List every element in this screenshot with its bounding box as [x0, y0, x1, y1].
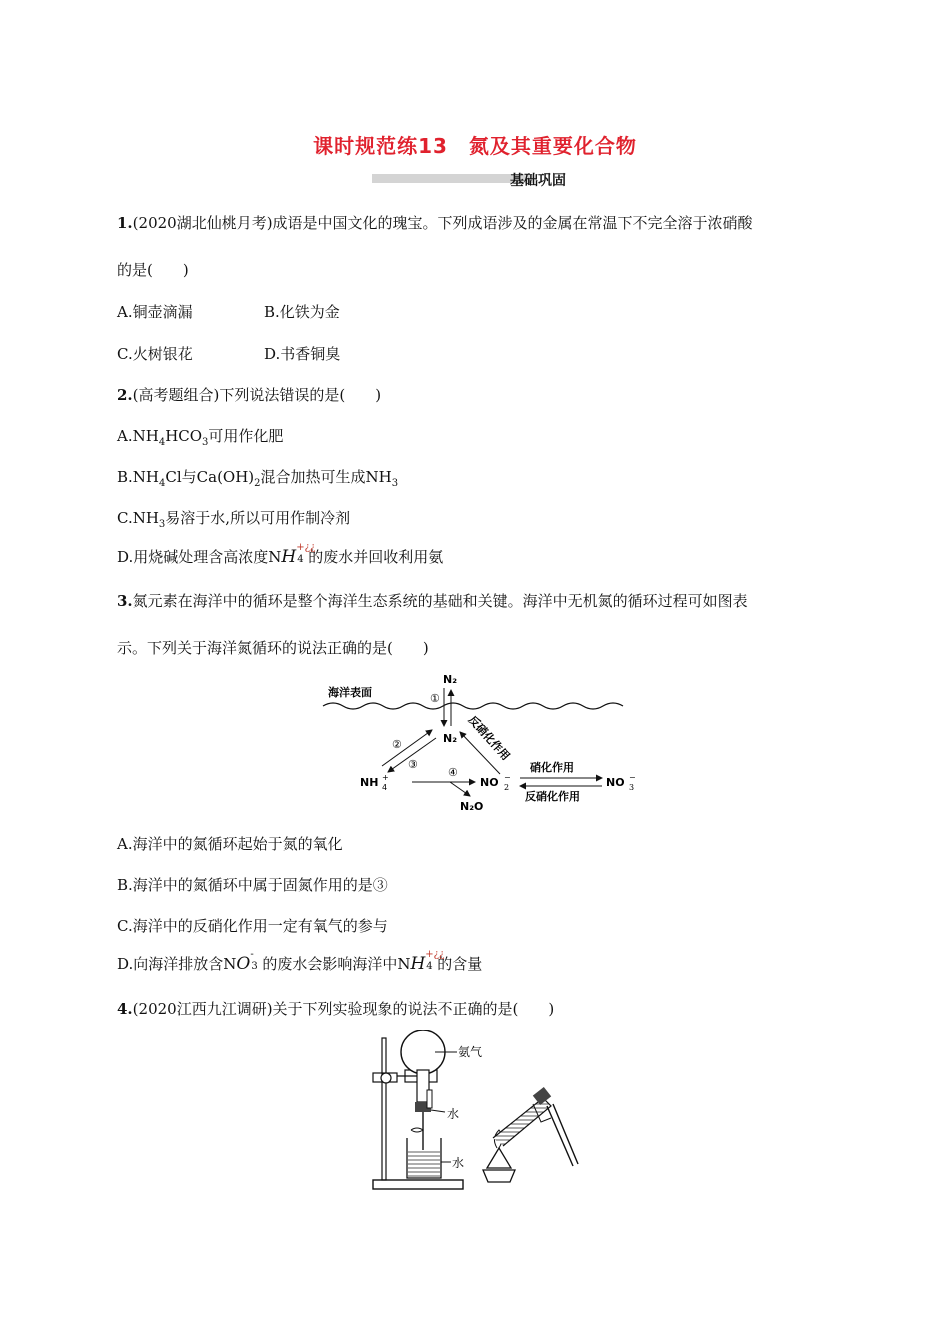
- q3-option-a: A.海洋中的氮循环起始于氮的氧化: [117, 835, 343, 853]
- arrow-to-n2o: [450, 782, 470, 796]
- q4-number: 4.: [117, 1000, 133, 1018]
- circle-1: ①: [430, 692, 440, 705]
- denit-diag-label: 反硝化作用: [465, 713, 513, 763]
- ammonia-label: 氨气: [458, 1045, 483, 1059]
- nh4-subscript: 4: [382, 783, 388, 792]
- water1-leader: [431, 1110, 445, 1112]
- no2-subscript: 2: [504, 783, 510, 792]
- q1-option-d: D.书香铜臭: [264, 345, 341, 363]
- nitrate-ion: O - 3: [236, 949, 258, 974]
- stand-rod: [382, 1038, 386, 1180]
- no3-subscript: 3: [629, 783, 635, 792]
- apparatus-diagram: [365, 1030, 585, 1195]
- q3-option-d: D.向海洋排放含NO - 3 的废水会影响海洋中NH +¿¿ 4 的含量: [117, 949, 483, 974]
- q1-stem-line2: 的是( ): [117, 261, 189, 279]
- q2-option-b: $B.NH_4Cl$与$Ca(OH)_2$混合加热可生成$NH_3$: [117, 468, 399, 489]
- nh4-label: NH: [360, 776, 379, 789]
- delivery-tube-edge: [553, 1104, 578, 1164]
- q3-option-c: C.海洋中的反硝化作用一定有氧气的参与: [117, 917, 388, 935]
- q3-option-b: B.海洋中的氮循环中属于固氮作用的是③: [117, 876, 388, 894]
- q4-stem: 4.(2020江西九江调研)关于下列实验现象的说法不正确的是( ): [117, 1000, 555, 1018]
- q1-option-b: B.化铁为金: [264, 303, 340, 321]
- q2-option-c: $C.NH_3$易溶于水,所以可用作制冷剂: [117, 509, 351, 530]
- lamp-base: [483, 1170, 515, 1182]
- tube-clip: [411, 1128, 423, 1132]
- section-label: 基础巩固: [510, 173, 566, 189]
- beaker-water: [408, 1150, 440, 1177]
- q3-stem-line2: 示。下列关于海洋氮循环的说法正确的是( ): [117, 639, 429, 657]
- n2o-label: N₂O: [460, 800, 484, 813]
- q1-number: 1.: [117, 214, 133, 232]
- ammonium-ion: H +¿¿ 4: [281, 542, 316, 567]
- water2-label: 水: [452, 1156, 465, 1170]
- q2-number: 2.: [117, 386, 133, 404]
- water1-label: 水: [447, 1107, 460, 1121]
- page-title: 课时规范练13 氮及其重要化合物: [313, 134, 637, 158]
- q2-text: (高考题组合)下列说法错误的是( ): [132, 386, 382, 404]
- delivery-tube: [547, 1106, 573, 1166]
- stand-base: [373, 1180, 463, 1189]
- nitrogen-cycle-diagram: [320, 668, 640, 818]
- q1-option-c: C.火树银花: [117, 345, 193, 363]
- n2-top-label: N₂: [443, 673, 458, 686]
- clamp-screw: [381, 1073, 391, 1083]
- nh4-charge: +: [382, 773, 389, 782]
- no3-label: NO: [606, 776, 625, 789]
- ammonium-ion-2: H +¿¿ 4: [410, 949, 445, 974]
- denitrification-label: 反硝化作用: [525, 790, 580, 803]
- q1-text1: (2020湖北仙桃月考)成语是中国文化的瑰宝。下列成语涉及的金属在常温下不完全溶于浓硝酸: [132, 214, 753, 232]
- sea-surface-line: [323, 703, 623, 709]
- nitrification-label: 硝化作用: [530, 761, 574, 774]
- arrow-2a: [382, 730, 432, 766]
- sea-surface-label: 海洋表面: [328, 686, 372, 699]
- no2-charge: −: [504, 773, 511, 782]
- dropper: [427, 1090, 432, 1108]
- q1-option-a: A.铜壶滴漏: [117, 303, 193, 321]
- q3-stem-line1: 3.氮元素在海洋中的循环是整个海洋生态系统的基础和关键。海洋中无机氮的循环过程可如图表: [117, 592, 748, 610]
- no3-charge: −: [629, 773, 636, 782]
- q2-stem: [117, 384, 381, 405]
- no2-label: NO: [480, 776, 499, 789]
- circle-4: ④: [448, 766, 458, 779]
- n2-mid-label: N₂: [443, 732, 458, 745]
- circle-2: ②: [392, 738, 402, 751]
- q1-stem-line1: [117, 212, 753, 233]
- spirit-lamp: [487, 1148, 511, 1168]
- tube-stopper: [533, 1087, 551, 1105]
- circle-3: ③: [408, 758, 418, 771]
- q3-number: 3.: [117, 592, 133, 610]
- q2-option-a: $A.NH_4HCO_3$可用作化肥: [117, 427, 284, 448]
- q2-option-d: D.用烧碱处理含高浓度NH +¿¿ 4 的废水并回收利用氨: [117, 542, 444, 567]
